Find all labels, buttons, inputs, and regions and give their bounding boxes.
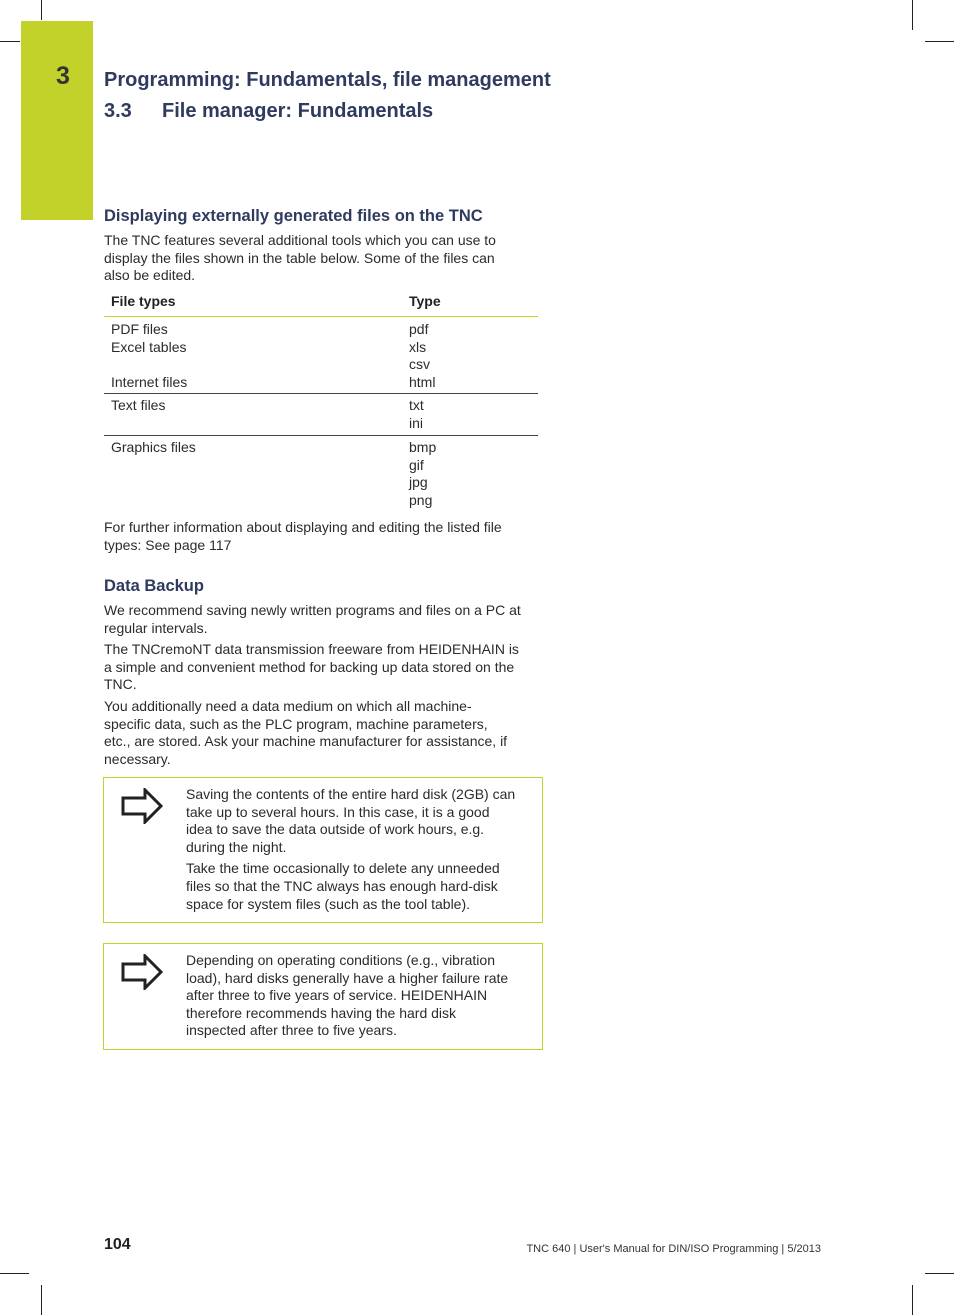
footer-doc-info: TNC 640 | User's Manual for DIN/ISO Programming | 5/2013 bbox=[526, 1243, 821, 1255]
file-extension: ini bbox=[409, 414, 424, 431]
type-cell bbox=[409, 321, 435, 391]
backup-paragraph-3 bbox=[104, 698, 544, 768]
file-type-name: PDF files bbox=[111, 321, 168, 337]
heading-data-backup: Data Backup bbox=[104, 577, 204, 595]
file-extension: txt bbox=[409, 397, 424, 413]
text-line: after three to five years of service. HEIDENHAIN bbox=[186, 987, 488, 1004]
text-line: The TNCremoNT data transmission freeware from HEIDENHAIN is bbox=[104, 641, 519, 657]
chapter-title: Programming: Fundamentals, file management bbox=[104, 69, 551, 91]
text-line: For further information about displaying and editing the listed file bbox=[104, 519, 502, 535]
text-line: Take the time occasionally to delete any unneeded bbox=[186, 860, 500, 877]
type-cell bbox=[409, 439, 436, 509]
text-line: types: See page 117 bbox=[104, 536, 232, 553]
crop-mark bbox=[0, 1273, 29, 1274]
note-paragraph bbox=[186, 952, 536, 1040]
text-line: therefore recommends having the hard disk bbox=[186, 1004, 457, 1021]
column-header-type: Type bbox=[409, 293, 441, 309]
text-line: display the files shown in the table below. Some of the files can bbox=[104, 249, 495, 266]
file-extension: pdf bbox=[409, 321, 429, 337]
text-line: specific data, such as the PLC program, machine parameters, bbox=[104, 715, 488, 732]
text-line: load), hard disks generally have a higher failure rate bbox=[186, 969, 509, 986]
text-line: The TNC features several additional tools which you can use to bbox=[104, 232, 496, 248]
note-paragraph bbox=[186, 860, 536, 913]
arrow-right-icon bbox=[121, 788, 163, 824]
table-row bbox=[104, 394, 538, 436]
text-line: idea to save the data outside of work hours, e.g. bbox=[186, 821, 485, 838]
table-row bbox=[104, 317, 538, 394]
crop-mark bbox=[925, 41, 954, 42]
text-line: space for system files (such as the tool table). bbox=[186, 895, 471, 912]
heading-display-files: Displaying externally generated files on the TNC bbox=[104, 207, 483, 225]
text-line: etc., are stored. Ask your machine manufacturer for assistance, if bbox=[104, 733, 508, 750]
text-line: You additionally need a data medium on which all machine- bbox=[104, 698, 472, 714]
table-row bbox=[104, 436, 538, 514]
text-line: Saving the contents of the entire hard disk (2GB) can bbox=[186, 786, 516, 802]
note-box bbox=[103, 943, 543, 1050]
section-name: File manager: Fundamentals bbox=[162, 100, 434, 122]
file-extension: xls bbox=[409, 338, 427, 355]
crop-mark bbox=[41, 1285, 42, 1315]
text-line: also be edited. bbox=[104, 267, 196, 284]
file-extension: bmp bbox=[409, 439, 437, 455]
file-extension: jpg bbox=[409, 474, 428, 491]
file-types-cell bbox=[111, 321, 187, 391]
backup-paragraph-1 bbox=[104, 602, 544, 637]
text-line: inspected after three to five years. bbox=[186, 1022, 397, 1039]
crop-mark bbox=[41, 0, 42, 20]
file-type-name: Text files bbox=[111, 397, 166, 413]
file-types-cell bbox=[111, 397, 165, 415]
page-number: 104 bbox=[104, 1236, 131, 1253]
file-type-name bbox=[111, 356, 187, 374]
backup-paragraph-2 bbox=[104, 641, 544, 694]
text-line: during the night. bbox=[186, 838, 287, 855]
note-paragraph bbox=[186, 786, 536, 856]
text-line: files so that the TNC always has enough hard-disk bbox=[186, 877, 498, 894]
crop-mark bbox=[912, 0, 913, 30]
type-cell bbox=[409, 397, 424, 432]
file-extension: html bbox=[409, 373, 436, 390]
table-header bbox=[104, 289, 538, 317]
file-extension: gif bbox=[409, 456, 424, 473]
arrow-right-icon bbox=[121, 954, 163, 990]
crop-mark bbox=[925, 1273, 954, 1274]
chapter-tab bbox=[21, 21, 93, 220]
chapter-number: 3 bbox=[56, 62, 70, 90]
file-types-table bbox=[104, 289, 538, 514]
further-info-paragraph bbox=[104, 519, 544, 554]
file-extension: png bbox=[409, 491, 433, 508]
file-type-name: Graphics files bbox=[111, 439, 196, 455]
text-line: regular intervals. bbox=[104, 619, 208, 636]
text-line: take up to several hours. In this case, it is a good bbox=[186, 803, 490, 820]
section-title bbox=[104, 97, 433, 125]
section-number: 3.3 bbox=[104, 100, 132, 122]
file-type-name: Excel tables bbox=[111, 338, 187, 355]
text-line: TNC. bbox=[104, 676, 137, 693]
note-text bbox=[186, 786, 536, 917]
text-line: We recommend saving newly written programs and files on a PC at bbox=[104, 602, 521, 618]
file-types-cell bbox=[111, 439, 196, 457]
note-text bbox=[186, 952, 536, 1044]
text-line: necessary. bbox=[104, 750, 171, 767]
file-type-name: Internet files bbox=[111, 373, 188, 390]
text-line: Depending on operating conditions (e.g., vibration bbox=[186, 952, 495, 968]
crop-mark bbox=[0, 41, 20, 42]
text-line: a simple and convenient method for backing up data stored on the bbox=[104, 658, 515, 675]
crop-mark bbox=[912, 1285, 913, 1315]
note-box bbox=[103, 777, 543, 923]
column-header-file-types: File types bbox=[111, 293, 176, 309]
file-extension: csv bbox=[409, 356, 430, 373]
intro-paragraph bbox=[104, 232, 544, 285]
